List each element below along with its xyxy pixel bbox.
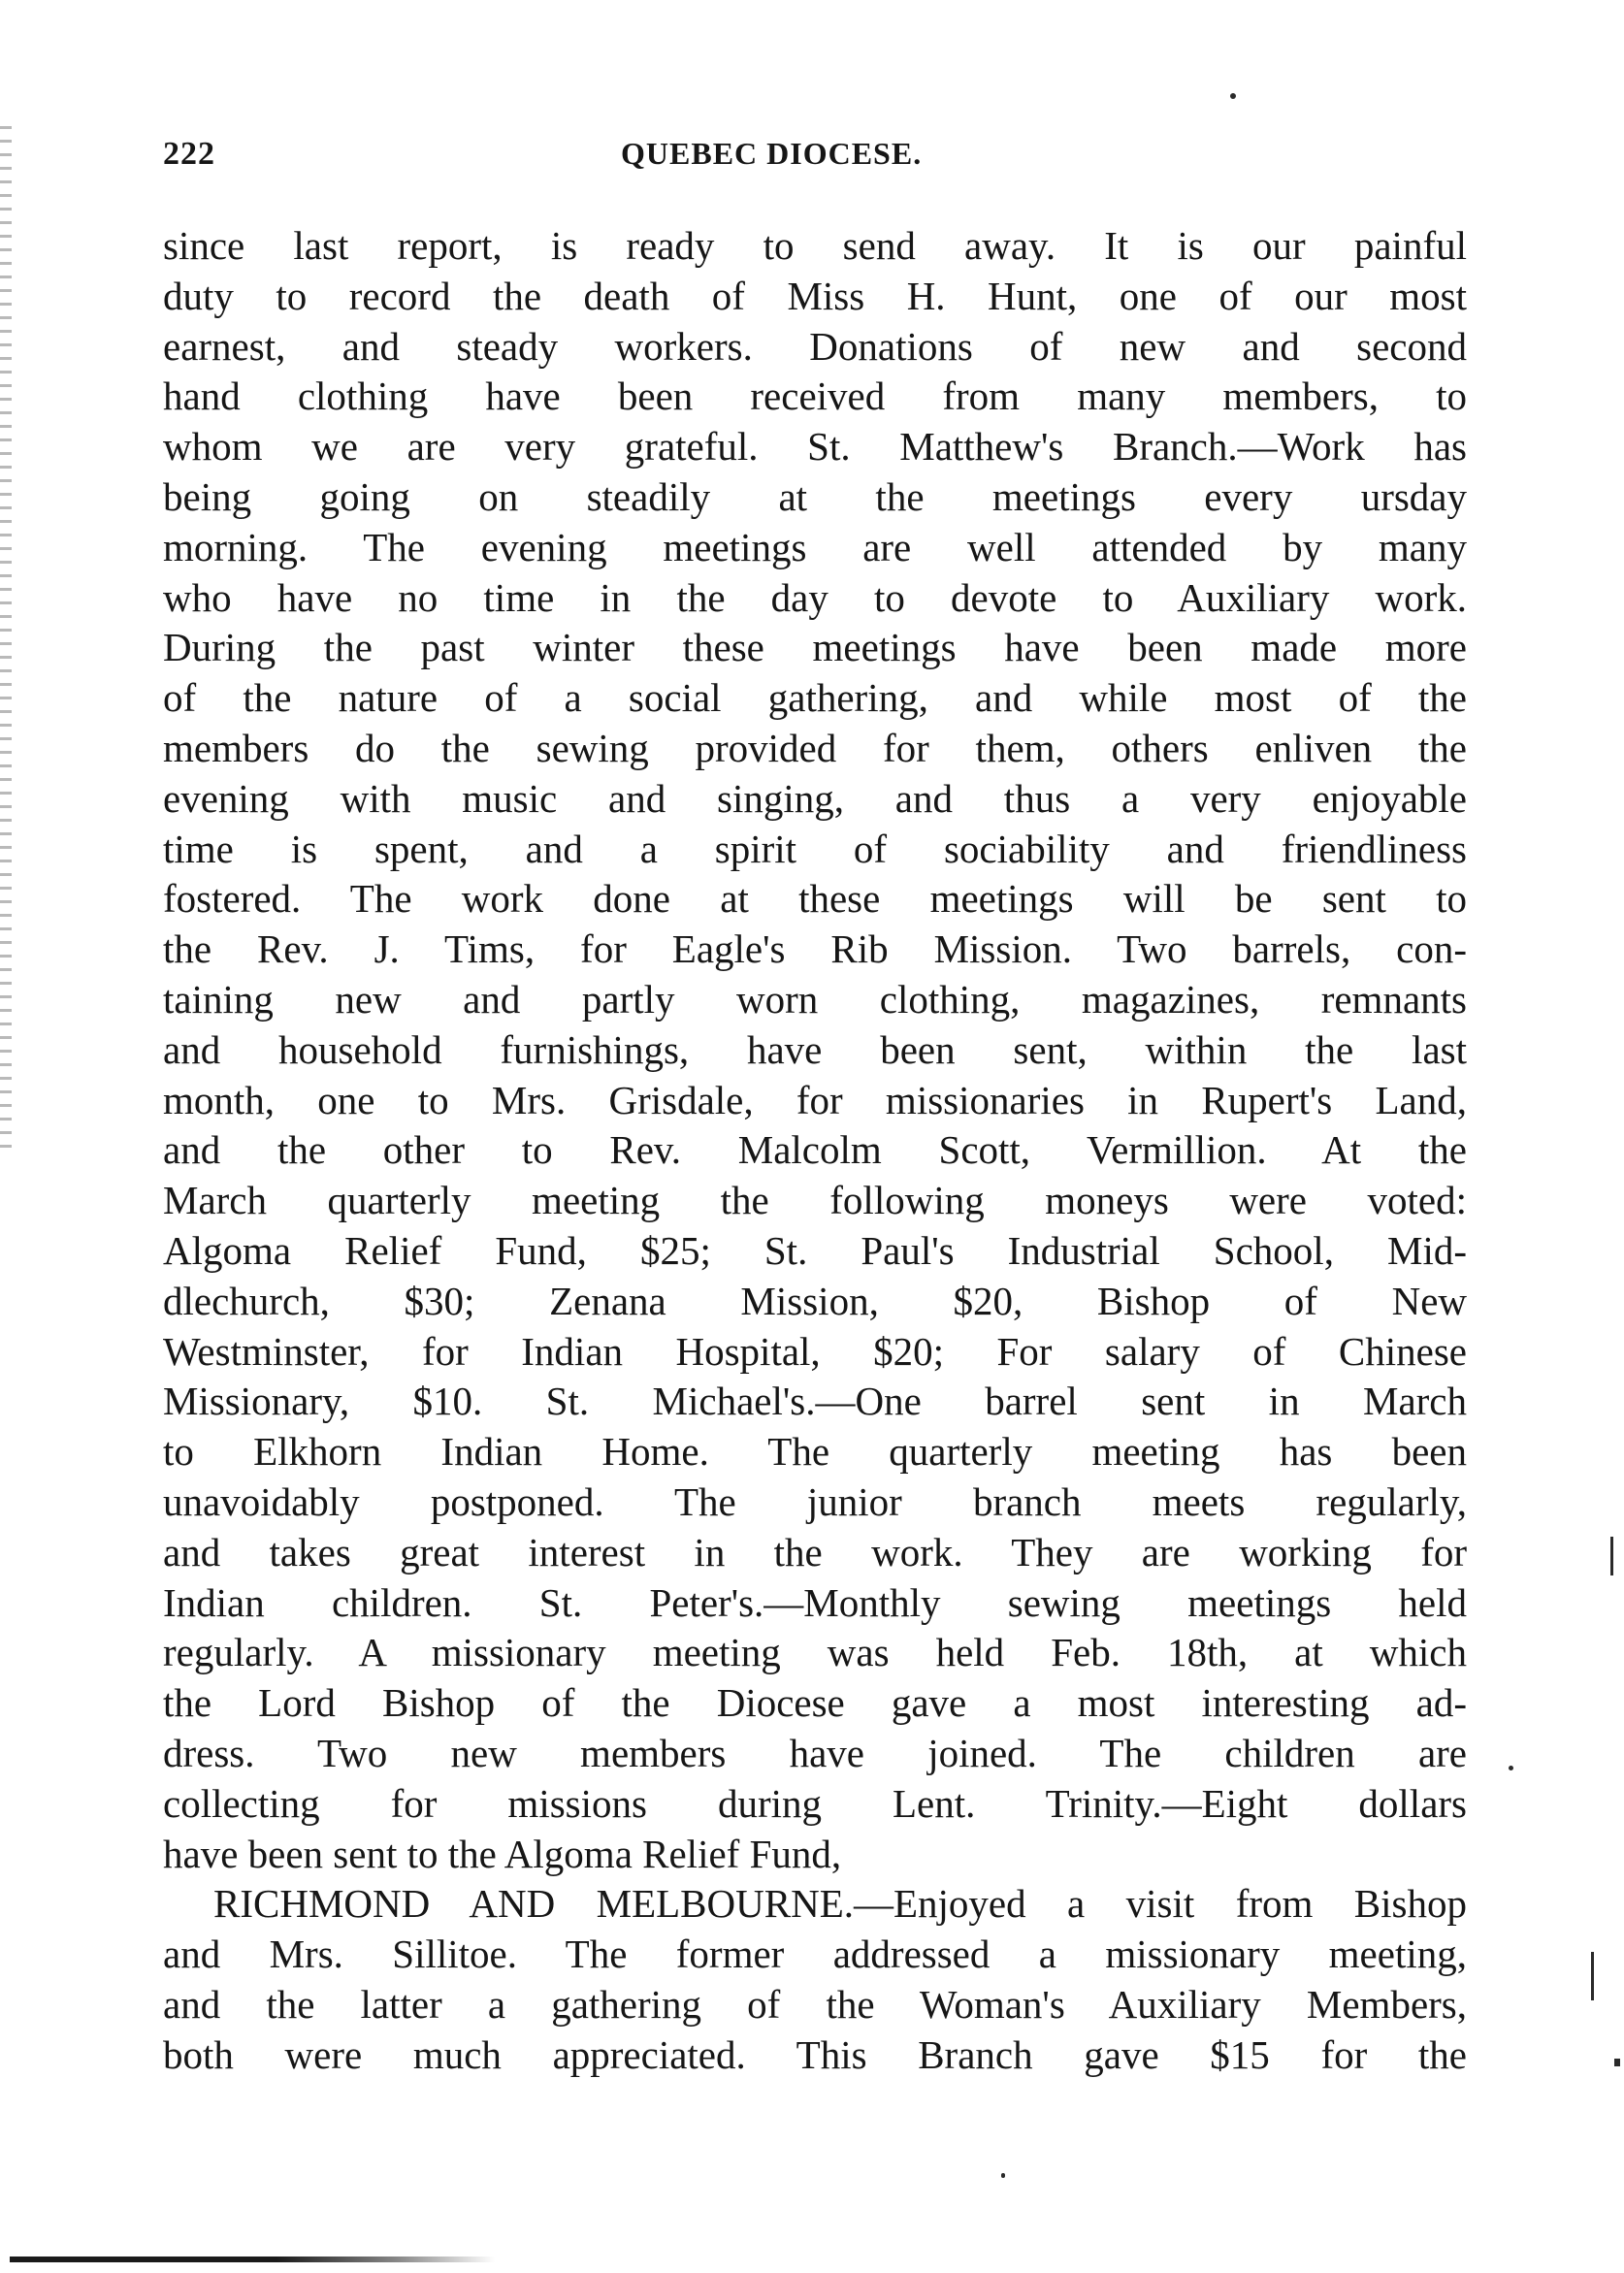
text-line: whom we are very grateful. St. Matthew's Branch.—Work has: [163, 424, 1467, 470]
text-line: being going on steadily at the meetings every ursday: [163, 473, 1467, 519]
text-line: since last report, is ready to send away. It is our painful: [163, 223, 1467, 268]
text-line: Missionary, $10. St. Michael's.—One barrel sent in March: [163, 1379, 1467, 1424]
scan-bottom-rule: [10, 2257, 495, 2262]
text-line: Algoma Relief Fund, $25; St. Paul's Industrial School, Mid-: [163, 1227, 1467, 1273]
text-line: and takes great interest in the work. They are working for: [163, 1529, 1467, 1575]
text-line: time is spent, and a spirit of sociability and friendliness: [163, 826, 1467, 871]
text-line: hand clothing have been received from many members, to: [163, 373, 1467, 419]
text-line: and household furnishings, have been sent, within the last: [163, 1026, 1467, 1072]
paragraph-end-line: have been sent to the Algoma Relief Fund,: [163, 1831, 842, 1876]
scan-speck: [1230, 93, 1236, 99]
text-line: to Elkhorn Indian Home. The quarterly meeting has been: [163, 1429, 1467, 1475]
scan-speck: [1001, 2173, 1005, 2178]
text-line: dlechurch, $30; Zenana Mission, $20, Bishop of New: [163, 1278, 1467, 1323]
text-line: both were much appreciated. This Branch gave $15 for the: [163, 2031, 1467, 2077]
text-line: taining new and partly worn clothing, magazines, remnants: [163, 976, 1467, 1022]
paragraph-start-line: RICHMOND AND MELBOURNE.—Enjoyed a visit from Bishop: [213, 1881, 1467, 1927]
page-header: [163, 136, 1467, 184]
scan-edge-artifact: [0, 126, 12, 1154]
text-line: and the latter a gathering of the Woman's Auxiliary Members,: [163, 1981, 1467, 2027]
text-line: During the past winter these meetings have been made more: [163, 625, 1467, 670]
text-line: who have no time in the day to devote to Auxiliary work.: [163, 574, 1467, 620]
text-line: unavoidably postponed. The junior branch meets regularly,: [163, 1478, 1467, 1524]
text-line: members do the sewing provided for them, others enliven the: [163, 725, 1467, 770]
text-line: evening with music and singing, and thus a very enjoyable: [163, 775, 1467, 821]
text-line: the Rev. J. Tims, for Eagle's Rib Mission. Two barrels, con-: [163, 926, 1467, 972]
text-line: earnest, and steady workers. Donations of new and second: [163, 323, 1467, 369]
text-line: March quarterly meeting the following moneys were voted:: [163, 1178, 1467, 1223]
text-line: fostered. The work done at these meetings will be sent to: [163, 876, 1467, 922]
text-line: dress. Two new members have joined. The children are: [163, 1730, 1467, 1775]
text-line: and Mrs. Sillitoe. The former addressed a missionary meeting,: [163, 1932, 1467, 1977]
scan-speck: [1614, 2059, 1620, 2066]
scan-speck: [1509, 1766, 1513, 1770]
text-line: month, one to Mrs. Grisdale, for missionaries in Rupert's Land,: [163, 1077, 1467, 1122]
text-line: Westminster, for Indian Hospital, $20; For salary of Chinese: [163, 1328, 1467, 1374]
scan-speck: [1610, 1537, 1613, 1575]
scan-speck: [1591, 1952, 1594, 2000]
page-number: 222: [163, 136, 215, 172]
text-line: regularly. A missionary meeting was held Feb. 18th, at which: [163, 1630, 1467, 1675]
text-line: and the other to Rev. Malcolm Scott, Vermillion. At the: [163, 1127, 1467, 1173]
text-line: collecting for missions during Lent. Trinity.—Eight dollars: [163, 1780, 1467, 1826]
text-line: Indian children. St. Peter's.—Monthly sewing meetings held: [163, 1579, 1467, 1625]
text-line: duty to record the death of Miss H. Hunt, one of our most: [163, 273, 1467, 318]
text-line: of the nature of a social gathering, and while most of the: [163, 675, 1467, 721]
page-body: [163, 221, 1467, 2080]
text-line: the Lord Bishop of the Diocese gave a most interesting ad-: [163, 1680, 1467, 1726]
running-head: QUEBEC DIOCESE.: [621, 136, 923, 171]
text-line: morning. The evening meetings are well attended by many: [163, 524, 1467, 569]
